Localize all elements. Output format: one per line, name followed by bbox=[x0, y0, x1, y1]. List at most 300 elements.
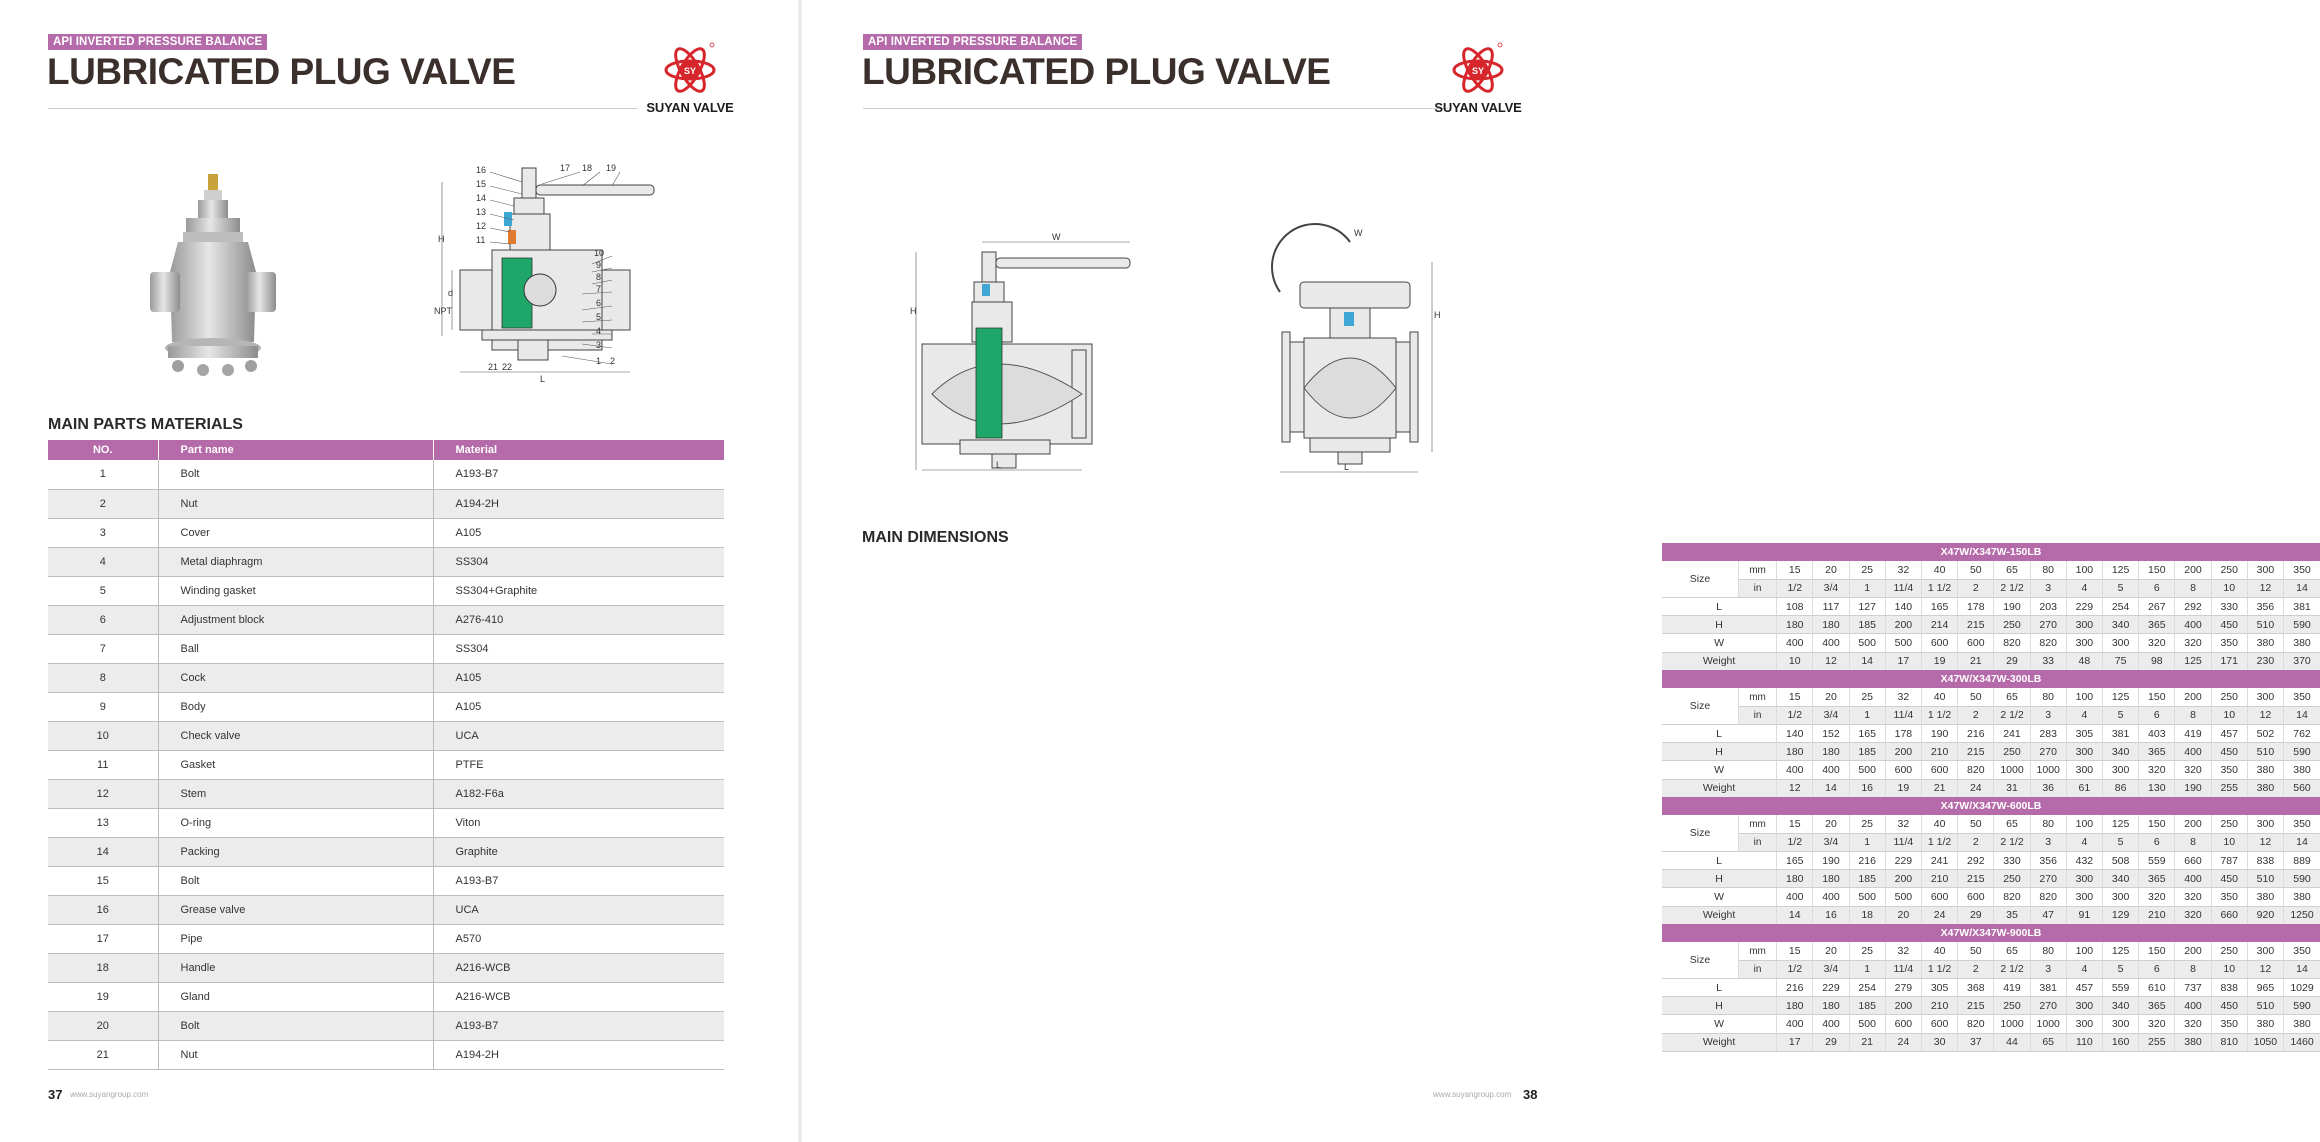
dimension-row-weight bbox=[1662, 1033, 2320, 1051]
dimension-value: 400 bbox=[2175, 743, 2211, 761]
table-row bbox=[48, 576, 724, 605]
part-number: 11 bbox=[48, 750, 158, 779]
part-material: A193-B7 bbox=[433, 460, 724, 489]
dimension-value: 140 bbox=[1777, 725, 1813, 743]
size-label: Size bbox=[1662, 815, 1738, 851]
dimension-value: 241 bbox=[1994, 725, 2030, 743]
part-material: A182-F6a bbox=[433, 779, 724, 808]
dimension-value: 500 bbox=[1849, 888, 1885, 906]
part-number: 6 bbox=[48, 605, 158, 634]
dimension-value: 24 bbox=[1921, 906, 1957, 924]
size-in-value: 2 1/2 bbox=[1994, 960, 2030, 978]
dimension-value: 86 bbox=[2103, 779, 2139, 797]
unit-mm-label: mm bbox=[1738, 561, 1776, 579]
size-in-value: 8 bbox=[2175, 579, 2211, 597]
dimension-value: 215 bbox=[1958, 616, 1994, 634]
dimension-value: 255 bbox=[2211, 779, 2247, 797]
size-in-value: 8 bbox=[2175, 706, 2211, 724]
dimension-value: 320 bbox=[2139, 888, 2175, 906]
size-in-value: 6 bbox=[2139, 579, 2175, 597]
part-name: Winding gasket bbox=[158, 576, 433, 605]
dimension-table-title: X47W/X347W-300LB bbox=[1662, 670, 2320, 688]
size-mm-value: 32 bbox=[1885, 942, 1921, 960]
size-mm-value: 200 bbox=[2175, 942, 2211, 960]
dimension-value: 210 bbox=[1921, 870, 1957, 888]
dimension-table bbox=[1662, 670, 2320, 798]
row-label-L: L bbox=[1662, 852, 1777, 870]
callout-11: 11 bbox=[476, 235, 486, 245]
size-in-value: 4 bbox=[2066, 833, 2102, 851]
dimension-value: 180 bbox=[1813, 997, 1849, 1015]
dimension-value: 810 bbox=[2211, 1033, 2247, 1051]
header-no: NO. bbox=[48, 440, 158, 460]
dimension-table-title-row bbox=[1662, 670, 2320, 688]
part-material: SS304 bbox=[433, 634, 724, 663]
dimension-value: 180 bbox=[1777, 997, 1813, 1015]
callout-8: 8 bbox=[596, 272, 602, 282]
size-mm-value: 32 bbox=[1885, 688, 1921, 706]
dimension-value: 600 bbox=[1885, 761, 1921, 779]
page-title: LUBRICATED PLUG VALVE bbox=[862, 51, 1331, 92]
dimension-value: 190 bbox=[1813, 852, 1849, 870]
table-row bbox=[48, 721, 724, 750]
logo-text: SUYAN VALVE bbox=[646, 100, 734, 115]
size-in-value: 11/4 bbox=[1885, 579, 1921, 597]
size-mm-value: 40 bbox=[1921, 815, 1957, 833]
dimension-value: 457 bbox=[2066, 979, 2102, 997]
callout-15: 15 bbox=[476, 179, 487, 189]
dimension-value: 368 bbox=[1958, 979, 1994, 997]
dimension-value: 300 bbox=[2066, 634, 2102, 652]
dimension-value: 1000 bbox=[2030, 1015, 2066, 1033]
callout-22: 22 bbox=[502, 362, 513, 372]
table-row bbox=[48, 1040, 724, 1069]
size-mm-value: 50 bbox=[1958, 688, 1994, 706]
size-mm-value: 40 bbox=[1921, 942, 1957, 960]
dimension-value: 21 bbox=[1958, 652, 1994, 670]
size-in-row bbox=[1662, 579, 2320, 597]
dimension-value: 19 bbox=[1885, 779, 1921, 797]
dimension-value: 140 bbox=[1885, 598, 1921, 616]
dimension-value: 820 bbox=[1958, 1015, 1994, 1033]
part-name: Packing bbox=[158, 837, 433, 866]
part-name: Adjustment block bbox=[158, 605, 433, 634]
dimension-value: 500 bbox=[1849, 634, 1885, 652]
dimension-value: 300 bbox=[2066, 761, 2102, 779]
size-mm-value: 80 bbox=[2030, 942, 2066, 960]
part-name: Cock bbox=[158, 663, 433, 692]
website-url: www.suyangroup.com bbox=[70, 1090, 149, 1099]
brand-logo bbox=[640, 40, 740, 120]
dimension-value: 600 bbox=[1921, 888, 1957, 906]
dimension-value: 210 bbox=[1921, 997, 1957, 1015]
unit-mm-label: mm bbox=[1738, 942, 1776, 960]
size-in-value: 5 bbox=[2103, 706, 2139, 724]
size-in-value: 10 bbox=[2211, 706, 2247, 724]
dimension-row-H bbox=[1662, 997, 2320, 1015]
dimension-value: 305 bbox=[1921, 979, 1957, 997]
part-name: Nut bbox=[158, 489, 433, 518]
table-row bbox=[48, 837, 724, 866]
dimension-value: 400 bbox=[1777, 1015, 1813, 1033]
logo-text: SUYAN VALVE bbox=[1434, 100, 1522, 115]
part-material: SS304 bbox=[433, 547, 724, 576]
dimension-value: 340 bbox=[2103, 997, 2139, 1015]
valve-dimension-drawing-lever bbox=[912, 232, 1152, 482]
unit-mm-label: mm bbox=[1738, 815, 1776, 833]
category-badge: API INVERTED PRESSURE BALANCE bbox=[863, 34, 1082, 50]
dimension-value: 762 bbox=[2284, 725, 2320, 743]
dimension-value: 21 bbox=[1849, 1033, 1885, 1051]
callout-21: 21 bbox=[488, 362, 499, 372]
size-in-value: 2 1/2 bbox=[1994, 706, 2030, 724]
dimension-value: 419 bbox=[1994, 979, 2030, 997]
callout-12: 12 bbox=[476, 221, 487, 231]
dimension-value: 320 bbox=[2175, 888, 2211, 906]
dimension-value: 600 bbox=[1885, 1015, 1921, 1033]
dimension-value: 600 bbox=[1958, 634, 1994, 652]
dimension-value: 380 bbox=[2247, 634, 2283, 652]
dimension-value: 255 bbox=[2139, 1033, 2175, 1051]
callout-16: 16 bbox=[476, 165, 487, 175]
part-name: Stem bbox=[158, 779, 433, 808]
dimension-value: 160 bbox=[2103, 1033, 2139, 1051]
size-in-value: 3 bbox=[2030, 706, 2066, 724]
dimension-value: 300 bbox=[2103, 888, 2139, 906]
size-in-value: 6 bbox=[2139, 706, 2175, 724]
dimension-value: 1460 bbox=[2284, 1033, 2320, 1051]
dimension-value: 787 bbox=[2211, 852, 2247, 870]
part-number: 3 bbox=[48, 518, 158, 547]
dimension-value: 1000 bbox=[1994, 1015, 2030, 1033]
dimension-value: 47 bbox=[2030, 906, 2066, 924]
part-material: A194-2H bbox=[433, 489, 724, 518]
dimension-value: 838 bbox=[2247, 852, 2283, 870]
dimension-value: 965 bbox=[2247, 979, 2283, 997]
callout-9: 9 bbox=[596, 260, 602, 270]
dimension-value: 250 bbox=[1994, 743, 2030, 761]
dimension-value: 214 bbox=[1921, 616, 1957, 634]
dimension-value: 36 bbox=[2030, 779, 2066, 797]
size-mm-value: 250 bbox=[2211, 688, 2247, 706]
dimension-value: 200 bbox=[1885, 616, 1921, 634]
size-in-value: 1 bbox=[1849, 833, 1885, 851]
size-mm-value: 65 bbox=[1994, 688, 2030, 706]
size-label: Size bbox=[1662, 561, 1738, 597]
size-mm-value: 125 bbox=[2103, 688, 2139, 706]
callout-13: 13 bbox=[476, 207, 487, 217]
dim-label-l: L bbox=[1344, 462, 1350, 472]
size-in-value: 14 bbox=[2284, 706, 2320, 724]
left-page bbox=[0, 0, 800, 1142]
title-rule bbox=[48, 108, 638, 109]
header-material: Material bbox=[433, 440, 724, 460]
dimension-value: 510 bbox=[2247, 616, 2283, 634]
dimension-value: 508 bbox=[2103, 852, 2139, 870]
dimension-value: 29 bbox=[1958, 906, 1994, 924]
dimension-value: 37 bbox=[1958, 1033, 1994, 1051]
part-number: 15 bbox=[48, 866, 158, 895]
dimension-value: 190 bbox=[2175, 779, 2211, 797]
dimension-table-title: X47W/X347W-600LB bbox=[1662, 797, 2320, 815]
dimension-value: 14 bbox=[1849, 652, 1885, 670]
part-name: Gasket bbox=[158, 750, 433, 779]
dimension-value: 400 bbox=[1813, 888, 1849, 906]
size-in-value: 14 bbox=[2284, 579, 2320, 597]
dimension-table bbox=[1662, 924, 2320, 1052]
dimension-value: 300 bbox=[2066, 743, 2102, 761]
dimension-value: 292 bbox=[1958, 852, 1994, 870]
row-label-W: W bbox=[1662, 888, 1777, 906]
dimension-value: 600 bbox=[1921, 761, 1957, 779]
svg-text:SY: SY bbox=[1471, 66, 1485, 76]
size-mm-value: 300 bbox=[2247, 561, 2283, 579]
part-name: Metal diaphragm bbox=[158, 547, 433, 576]
part-number: 8 bbox=[48, 663, 158, 692]
dimension-value: 380 bbox=[2247, 761, 2283, 779]
dimension-value: 350 bbox=[2211, 761, 2247, 779]
dimension-value: 12 bbox=[1813, 652, 1849, 670]
table-row bbox=[48, 489, 724, 518]
dimension-row-weight bbox=[1662, 779, 2320, 797]
size-mm-value: 15 bbox=[1777, 815, 1813, 833]
part-number: 10 bbox=[48, 721, 158, 750]
page-number: 37 bbox=[48, 1087, 63, 1102]
table-row bbox=[48, 663, 724, 692]
size-in-value: 12 bbox=[2247, 579, 2283, 597]
size-mm-value: 32 bbox=[1885, 815, 1921, 833]
size-mm-value: 350 bbox=[2284, 688, 2320, 706]
dimension-value: 29 bbox=[1813, 1033, 1849, 1051]
dimension-row-L bbox=[1662, 725, 2320, 743]
dimension-value: 400 bbox=[1777, 761, 1813, 779]
size-mm-row bbox=[1662, 815, 2320, 833]
part-number: 19 bbox=[48, 982, 158, 1011]
dimension-value: 330 bbox=[2211, 598, 2247, 616]
dimension-value: 270 bbox=[2030, 997, 2066, 1015]
size-mm-value: 250 bbox=[2211, 942, 2247, 960]
dimension-value: 1029 bbox=[2284, 979, 2320, 997]
callout-10: 10 bbox=[594, 248, 605, 258]
dim-label-w: W bbox=[1354, 228, 1363, 238]
dimension-value: 365 bbox=[2139, 743, 2175, 761]
size-in-row bbox=[1662, 706, 2320, 724]
dimension-value: 400 bbox=[2175, 997, 2211, 1015]
size-mm-value: 100 bbox=[2066, 561, 2102, 579]
dimension-value: 129 bbox=[2103, 906, 2139, 924]
size-mm-value: 300 bbox=[2247, 815, 2283, 833]
size-mm-row bbox=[1662, 942, 2320, 960]
size-mm-value: 125 bbox=[2103, 815, 2139, 833]
row-label-W: W bbox=[1662, 1015, 1777, 1033]
callout-6: 6 bbox=[596, 298, 602, 308]
part-material: A194-2H bbox=[433, 1040, 724, 1069]
dimension-table-title-row bbox=[1662, 543, 2320, 561]
dimension-value: 380 bbox=[2284, 1015, 2320, 1033]
dimension-value: 65 bbox=[2030, 1033, 2066, 1051]
size-mm-value: 40 bbox=[1921, 688, 1957, 706]
brand-logo bbox=[1428, 40, 1528, 120]
dimension-value: 660 bbox=[2211, 906, 2247, 924]
dimension-value: 200 bbox=[1885, 743, 1921, 761]
size-mm-value: 50 bbox=[1958, 942, 1994, 960]
part-name: Bolt bbox=[158, 1011, 433, 1040]
dimension-value: 559 bbox=[2139, 852, 2175, 870]
dimension-value: 267 bbox=[2139, 598, 2175, 616]
right-page bbox=[800, 0, 2314, 1142]
size-in-value: 1/2 bbox=[1777, 833, 1813, 851]
part-material: A193-B7 bbox=[433, 866, 724, 895]
dim-label-d: d bbox=[448, 288, 454, 298]
dimension-value: 600 bbox=[1921, 1015, 1957, 1033]
dimension-value: 180 bbox=[1813, 870, 1849, 888]
size-in-value: 1/2 bbox=[1777, 960, 1813, 978]
dimension-value: 279 bbox=[1885, 979, 1921, 997]
part-material: A216-WCB bbox=[433, 982, 724, 1011]
dimension-value: 165 bbox=[1777, 852, 1813, 870]
category-badge: API INVERTED PRESSURE BALANCE bbox=[48, 34, 267, 50]
part-name: Bolt bbox=[158, 866, 433, 895]
size-mm-value: 250 bbox=[2211, 561, 2247, 579]
size-in-value: 10 bbox=[2211, 579, 2247, 597]
size-in-value: 11/4 bbox=[1885, 960, 1921, 978]
dimension-value: 381 bbox=[2103, 725, 2139, 743]
dimension-value: 320 bbox=[2139, 1015, 2175, 1033]
part-material: SS304+Graphite bbox=[433, 576, 724, 605]
dimension-value: 216 bbox=[1777, 979, 1813, 997]
row-label-weight: Weight bbox=[1662, 906, 1777, 924]
size-in-value: 5 bbox=[2103, 833, 2139, 851]
size-label: Size bbox=[1662, 942, 1738, 978]
dimension-value: 61 bbox=[2066, 779, 2102, 797]
dimension-value: 292 bbox=[2175, 598, 2211, 616]
dimension-value: 350 bbox=[2211, 1015, 2247, 1033]
callout-2: 2 bbox=[610, 356, 616, 366]
dimension-value: 152 bbox=[1813, 725, 1849, 743]
dimension-value: 91 bbox=[2066, 906, 2102, 924]
dimension-value: 300 bbox=[2066, 888, 2102, 906]
dimension-value: 30 bbox=[1921, 1033, 1957, 1051]
dimension-value: 24 bbox=[1885, 1033, 1921, 1051]
dimension-value: 180 bbox=[1777, 616, 1813, 634]
dimension-value: 340 bbox=[2103, 743, 2139, 761]
dimension-value: 400 bbox=[1777, 634, 1813, 652]
dimension-value: 300 bbox=[2103, 761, 2139, 779]
dimension-value: 1050 bbox=[2247, 1033, 2283, 1051]
size-in-value: 2 bbox=[1958, 706, 1994, 724]
part-number: 4 bbox=[48, 547, 158, 576]
size-in-value: 1 bbox=[1849, 706, 1885, 724]
dimension-value: 178 bbox=[1885, 725, 1921, 743]
part-name: Bolt bbox=[158, 460, 433, 489]
part-number: 13 bbox=[48, 808, 158, 837]
dim-label-h: H bbox=[438, 234, 445, 244]
dimension-value: 17 bbox=[1777, 1033, 1813, 1051]
unit-mm-label: mm bbox=[1738, 688, 1776, 706]
table-row bbox=[48, 982, 724, 1011]
dimension-value: 380 bbox=[2175, 1033, 2211, 1051]
dimension-value: 450 bbox=[2211, 997, 2247, 1015]
unit-in-label: in bbox=[1738, 833, 1776, 851]
size-mm-value: 50 bbox=[1958, 561, 1994, 579]
dimension-value: 380 bbox=[2284, 761, 2320, 779]
size-in-value: 5 bbox=[2103, 960, 2139, 978]
size-mm-value: 25 bbox=[1849, 815, 1885, 833]
dimension-value: 737 bbox=[2175, 979, 2211, 997]
table-row bbox=[48, 692, 724, 721]
dimension-row-L bbox=[1662, 598, 2320, 616]
dimension-value: 340 bbox=[2103, 870, 2139, 888]
dimension-value: 380 bbox=[2247, 888, 2283, 906]
dimension-value: 270 bbox=[2030, 870, 2066, 888]
size-mm-value: 80 bbox=[2030, 815, 2066, 833]
dimension-value: 381 bbox=[2030, 979, 2066, 997]
dimension-value: 590 bbox=[2284, 743, 2320, 761]
dimension-value: 820 bbox=[1958, 761, 1994, 779]
dimension-value: 98 bbox=[2139, 652, 2175, 670]
part-number: 16 bbox=[48, 895, 158, 924]
dimension-value: 300 bbox=[2066, 1015, 2102, 1033]
dimension-value: 185 bbox=[1849, 743, 1885, 761]
size-mm-value: 125 bbox=[2103, 942, 2139, 960]
dimension-value: 600 bbox=[1958, 888, 1994, 906]
row-label-L: L bbox=[1662, 598, 1777, 616]
dimension-value: 419 bbox=[2175, 725, 2211, 743]
dimension-value: 35 bbox=[1994, 906, 2030, 924]
dimension-value: 400 bbox=[2175, 870, 2211, 888]
dimension-value: 180 bbox=[1813, 616, 1849, 634]
dimension-value: 838 bbox=[2211, 979, 2247, 997]
dimension-value: 820 bbox=[1994, 888, 2030, 906]
table-row bbox=[48, 953, 724, 982]
row-label-weight: Weight bbox=[1662, 1033, 1777, 1051]
dimension-value: 16 bbox=[1849, 779, 1885, 797]
dimension-row-L bbox=[1662, 852, 2320, 870]
callout-17: 17 bbox=[560, 163, 571, 173]
table-row bbox=[48, 866, 724, 895]
size-in-value: 11/4 bbox=[1885, 833, 1921, 851]
size-mm-value: 25 bbox=[1849, 561, 1885, 579]
dimension-value: 457 bbox=[2211, 725, 2247, 743]
dimension-value: 889 bbox=[2284, 852, 2320, 870]
dimension-value: 380 bbox=[2284, 888, 2320, 906]
dimension-value: 450 bbox=[2211, 616, 2247, 634]
part-number: 9 bbox=[48, 692, 158, 721]
dimension-value: 1000 bbox=[1994, 761, 2030, 779]
dimension-value: 229 bbox=[2066, 598, 2102, 616]
size-in-value: 1 bbox=[1849, 579, 1885, 597]
part-number: 20 bbox=[48, 1011, 158, 1040]
dimension-value: 270 bbox=[2030, 743, 2066, 761]
dimension-value: 12 bbox=[1777, 779, 1813, 797]
part-name: Pipe bbox=[158, 924, 433, 953]
row-label-H: H bbox=[1662, 997, 1777, 1015]
dimension-value: 300 bbox=[2066, 616, 2102, 634]
dimension-value: 450 bbox=[2211, 870, 2247, 888]
dimension-value: 215 bbox=[1958, 743, 1994, 761]
table-row bbox=[48, 634, 724, 663]
part-material: UCA bbox=[433, 721, 724, 750]
dim-label-l: L bbox=[996, 460, 1002, 470]
part-number: 7 bbox=[48, 634, 158, 663]
size-mm-value: 100 bbox=[2066, 815, 2102, 833]
size-in-value: 2 bbox=[1958, 579, 1994, 597]
dimension-row-H bbox=[1662, 870, 2320, 888]
dimension-value: 250 bbox=[1994, 616, 2030, 634]
dimension-value: 403 bbox=[2139, 725, 2175, 743]
dimension-value: 320 bbox=[2139, 761, 2175, 779]
part-number: 14 bbox=[48, 837, 158, 866]
